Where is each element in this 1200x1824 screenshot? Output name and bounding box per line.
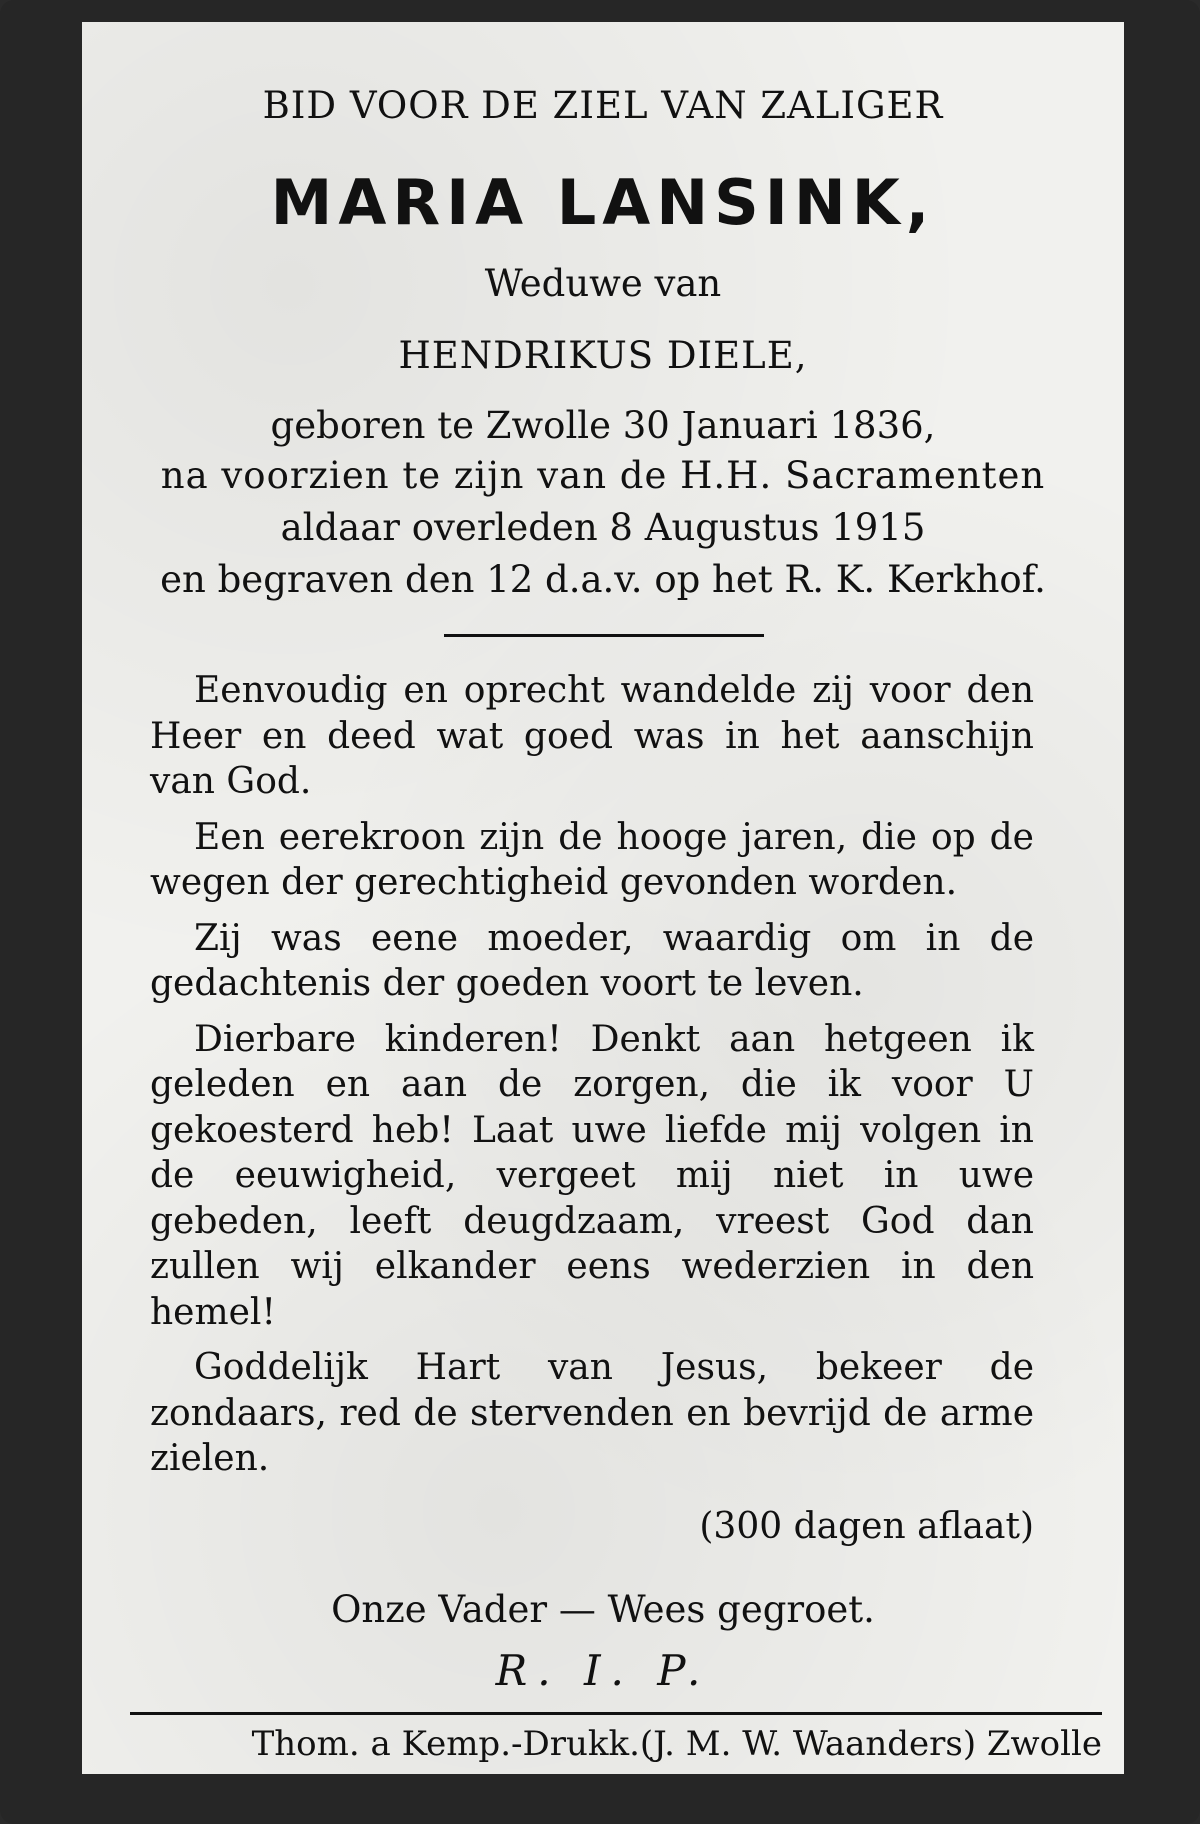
body-paragraph-4: Dierbare kinderen! Denkt aan hetgeen ik geleden en aan de zorgen, die ik voor U gekoesterd heb! Laat uwe liefde mij volgen in de eeuwigheid, vergeet mij niet in uwe gebeden, leeft deugdzaam, vreest God dan zullen wij elkander eens wederzien in den hemel! — [150, 1018, 1034, 1333]
husband-name: HENDRIKUS DIELE, — [398, 334, 808, 377]
divider-long — [130, 1712, 1102, 1715]
deceased-name: MARIA LANSINK, — [270, 166, 936, 239]
death-line: aldaar overleden 8 Augustus 1915 — [280, 506, 926, 549]
card-body-text — [150, 668, 1034, 1492]
body-paragraph-2: Een eerekroon zijn de hooge jaren, die op de wegen der gerechtigheid gevonden worden. — [150, 816, 1034, 903]
prayer-line: Onze Vader — Wees gegroet. — [331, 1588, 875, 1631]
body-paragraph-5: Goddelijk Hart van Jesus, bekeer de zondaars, red de stervenden en bevrijd de arme zielen. — [150, 1347, 1034, 1479]
birth-line: geboren te Zwolle 30 Januari 1836, — [270, 404, 936, 447]
indulgence-note: (300 dagen aflaat) — [699, 1506, 1034, 1547]
printer-imprint: Thom. a Kemp.-Drukk.(J. M. W. Waanders) Zwolle — [251, 1724, 1102, 1764]
memorial-card-paper — [82, 22, 1124, 1774]
body-paragraph-1: Eenvoudig en oprecht wandelde zij voor den Heer en deed wat goed was in het aanschijn van God. — [150, 670, 1034, 802]
burial-line: en begraven den 12 d.a.v. op het R. K. Kerkhof. — [160, 558, 1046, 601]
divider-short — [444, 634, 764, 637]
sacraments-line: na voorzien te zijn van de H.H. Sacramenten — [160, 454, 1046, 497]
body-paragraph-3: Zij was eene moeder, waardig om in de gedachtenis der goeden voort te leven. — [150, 917, 1034, 1004]
rip-line: R. I. P. — [495, 1646, 711, 1695]
card-header: BID VOOR DE ZIEL VAN ZALIGER — [262, 84, 944, 127]
relation-label: Weduwe van — [484, 262, 722, 305]
